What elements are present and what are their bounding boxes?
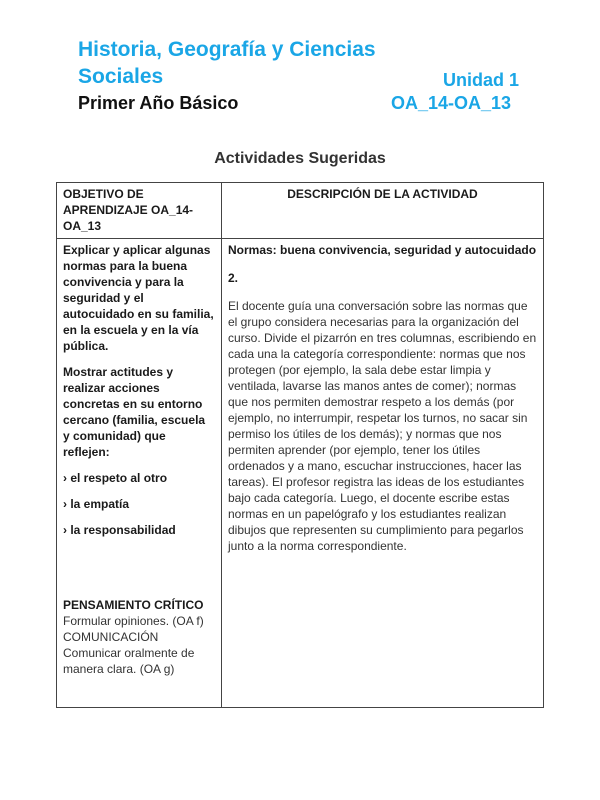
table-header-row (57, 183, 544, 239)
skill-critical-thinking-text: Formular opiniones. (OA f) (63, 614, 204, 628)
bullet-empathy: › la empatía (63, 497, 130, 511)
bullet-respect: › el respeto al otro (63, 471, 168, 485)
grade-label: Primer Año Básico (78, 93, 239, 113)
skill-critical-thinking-heading: PENSAMIENTO CRÍTICO (63, 598, 204, 612)
activity-title: Normas: buena convivencia, seguridad y autocuidado (228, 243, 537, 257)
subject-title-line2: Sociales (78, 65, 164, 88)
objective-header: OBJETIVO DE APRENDIZAJE OA_14-OA_13 (63, 187, 194, 233)
description-header-cell (222, 183, 544, 239)
subject-title-line1: Historia, Geografía y Ciencias (78, 38, 376, 61)
activity-cell (222, 239, 544, 708)
activity-number: 2. (228, 271, 239, 285)
skill-communication-text: Comunicar oralmente de manera clara. (OA g) (63, 646, 195, 676)
objectives-cell (57, 239, 222, 708)
objective-text-1: Explicar y aplicar algunas normas para la buena convivencia y para la seguridad y el autocuidado en su familia, en la escuela y en la vía pública. (63, 243, 214, 353)
bullet-responsibility: › la responsabilidad (63, 523, 176, 537)
activities-table (56, 182, 544, 708)
section-title: Actividades Sugeridas (214, 150, 386, 167)
table-row (57, 239, 544, 708)
activity-description: El docente guía una conversación sobre las normas que el grupo considera necesarias para la organización del curso. Divide el pizarrón en tres columnas, escribiendo en cada una la categoría correspondiente: normas que nos protegen (por ejemplo, la sala debe estar limpia y ventilada, lavarse las manos antes de comer); normas que nos permiten demostrar respeto a los demás (por ejemplo, no interrumpir, respetar los turnos, no sacar sin permiso los útiles de los demás); y normas que nos permiten aprender (por ejemplo, tener los útiles ordenados y a mano, escuchar instrucciones, hacer las tareas). El profesor registra las ideas de los estudiantes bajo cada categoría. Luego, el docente escribe estas normas en un papelógrafo y los estudiantes realizan dibujos que representen su cumplimiento para pegarlos junto a la norma correspondiente. (228, 299, 537, 553)
skill-communication-heading: COMUNICACIÓN (63, 630, 159, 644)
objective-code: OA_14-OA_13 (391, 93, 512, 113)
unit-label: Unidad 1 (443, 70, 520, 90)
objective-header-cell (57, 183, 222, 239)
objective-text-2: Mostrar actitudes y realizar acciones concretas en su entorno cercano (familia, escuela y comunidad) que reflejen: (63, 365, 206, 459)
description-header: DESCRIPCIÓN DE LA ACTIVIDAD (287, 187, 478, 201)
